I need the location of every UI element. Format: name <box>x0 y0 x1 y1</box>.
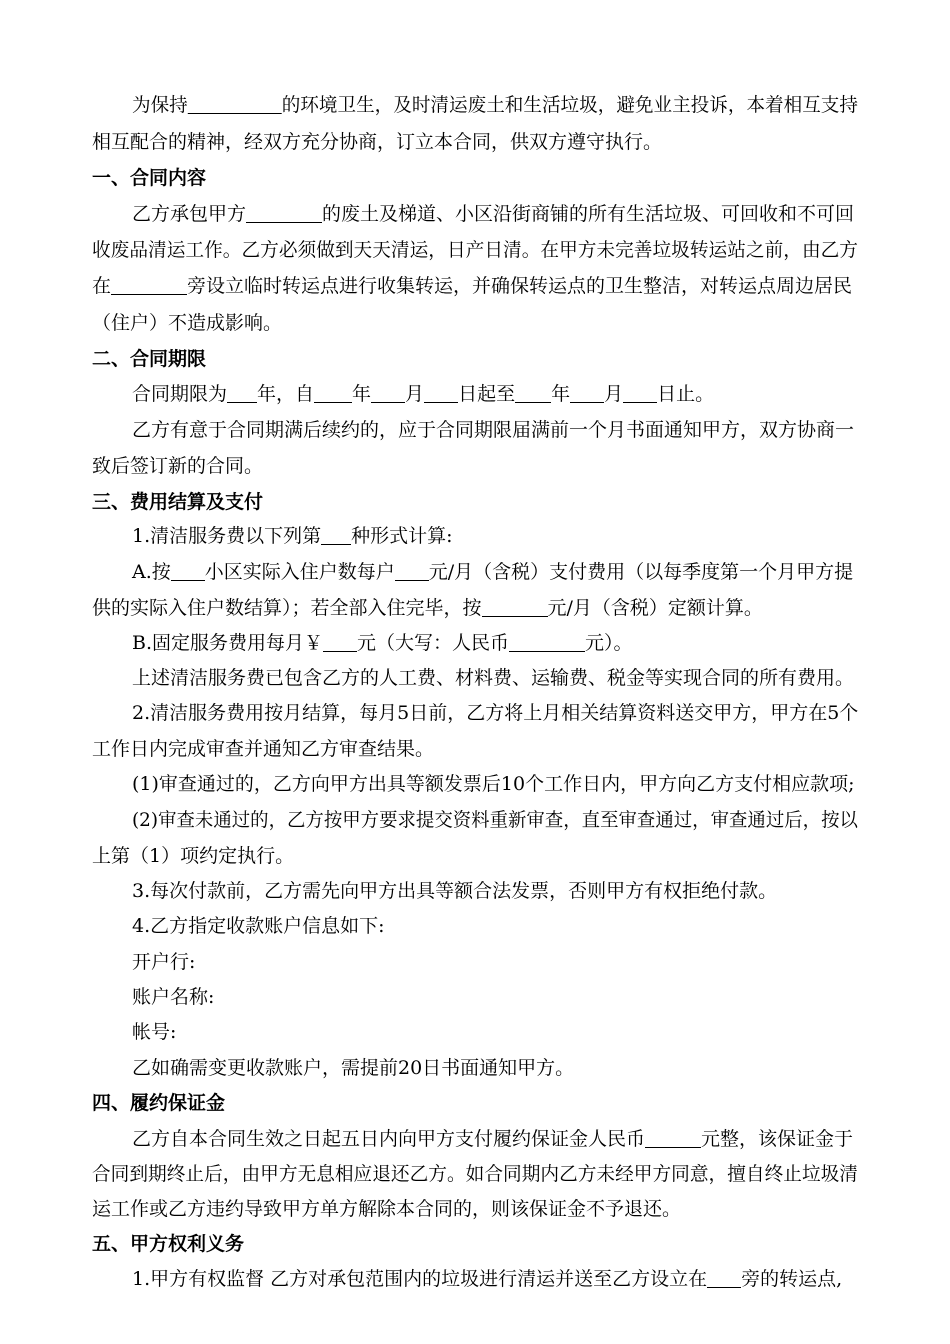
section4-line-1 <box>132 1127 853 1151</box>
section-heading-4: 四、履约保证金 <box>92 1092 226 1114</box>
blank-field[interactable] <box>371 384 405 403</box>
section-heading-5: 五、甲方权利义务 <box>92 1233 245 1255</box>
section3-item-1 <box>132 524 453 548</box>
blank-field[interactable] <box>111 276 187 295</box>
preamble-text: 的环境卫生，及时清运废土和生活垃圾，避免业主投诉，本着相互支持 <box>281 94 859 116</box>
bank-label: 开户行: <box>132 951 196 973</box>
clause-text: 合同期限为 <box>132 383 228 405</box>
section3-option-a-line-2 <box>92 596 763 620</box>
section1-line-3 <box>92 274 852 298</box>
account-number-label: 帐号: <box>132 1021 177 1043</box>
blank-field[interactable] <box>321 526 351 545</box>
blank-field[interactable] <box>246 204 322 223</box>
clause-text: 种形式计算: <box>351 525 453 547</box>
clause-text: 月 <box>604 383 624 405</box>
clause-text: 小区实际入住户数每户 <box>204 561 395 583</box>
clause-text: 元）。 <box>585 632 633 654</box>
section1-line-4: （住户）不造成影响。 <box>92 312 283 334</box>
blank-field[interactable] <box>515 384 551 403</box>
clause-text: 1.甲方有权监督 乙方对承包范围内的垃圾进行清运并送至乙方设立在 <box>132 1268 708 1290</box>
blank-field[interactable] <box>424 384 458 403</box>
section3-item-3: 3.每次付款前，乙方需先向甲方出具等额合法发票，否则甲方有权拒绝付款。 <box>132 880 778 902</box>
section3-option-a-line-1 <box>132 560 853 584</box>
section-heading-2: 二、合同期限 <box>92 348 207 370</box>
blank-field[interactable] <box>227 384 257 403</box>
clause-text: A.按 <box>132 561 171 583</box>
clause-text: 月 <box>405 383 425 405</box>
clause-text: 旁设立临时转运点进行收集转运，并确保转运点的卫生整洁，对转运点周边居民 <box>187 275 853 297</box>
section1-line-1 <box>132 202 854 226</box>
section3-item-2-sub-2-cont: 上第（1）项约定执行。 <box>92 845 295 867</box>
clause-text: 日起至 <box>458 383 516 405</box>
clause-text: 元/月（含税）定额计算。 <box>547 597 763 619</box>
clause-text: 元/月（含税）支付费用（以每季度第一个月甲方提 <box>428 561 854 583</box>
section2-line-1 <box>132 382 714 406</box>
clause-text: 日止。 <box>657 383 715 405</box>
section3-item-2-line-2: 工作日内完成审查并通知乙方审查结果。 <box>92 738 435 760</box>
section3-item-2-sub-2: (2)审查未通过的，乙方按甲方要求提交资料重新审查，直至审查通过，审查通过后，按以 <box>132 809 858 831</box>
clause-text: 乙方自本合同生效之日起五日内向甲方支付履约保证金人民币 <box>132 1128 646 1150</box>
clause-text: 1.清洁服务费以下列第 <box>132 525 322 547</box>
account-name-label: 账户名称: <box>132 986 215 1008</box>
blank-field[interactable] <box>323 633 357 652</box>
section3-option-b <box>132 631 633 655</box>
section2-line-3: 致后签订新的合同。 <box>92 455 264 477</box>
section4-line-2: 合同到期终止后，由甲方无息相应退还乙方。如合同期内乙方未经甲方同意，擅自终止垃圾清 <box>92 1163 859 1185</box>
section3-item-2-line-1: 2.清洁服务费用按月结算，每月5日前，乙方将上月相关结算资料送交甲方，甲方在5个 <box>132 702 859 724</box>
clause-text: 的废土及梯道、小区沿街商铺的所有生活垃圾、可回收和不可回 <box>322 203 855 225</box>
clause-text: 年 <box>352 383 372 405</box>
clause-text: 在 <box>92 275 112 297</box>
clause-text: 元整，该保证金于 <box>701 1128 854 1150</box>
section-heading-1: 一、合同内容 <box>92 167 207 189</box>
preamble-text: 相互配合的精神，经双方充分协商，订立本合同，供双方遵守执行。 <box>92 131 663 153</box>
clause-text: 年，自 <box>257 383 315 405</box>
section3-item-2-sub-1: (1)审查通过的，乙方向甲方出具等额发票后10个工作日内，甲方向乙方支付相应款项; <box>132 773 855 795</box>
account-change-note: 乙如确需变更收款账户，需提前20日书面通知甲方。 <box>132 1057 575 1079</box>
blank-field[interactable] <box>570 384 604 403</box>
section3-item-4: 4.乙方指定收款账户信息如下: <box>132 915 385 937</box>
preamble-line-2 <box>92 130 662 154</box>
preamble-line-1 <box>132 93 858 117</box>
blank-field[interactable] <box>509 633 585 652</box>
section-heading-3: 三、费用结算及支付 <box>92 491 264 513</box>
blank-field[interactable] <box>395 562 429 581</box>
clause-text: 旁的转运点, <box>741 1268 843 1290</box>
preamble-text: 为保持 <box>132 94 188 116</box>
blank-field[interactable] <box>707 1269 741 1288</box>
section2-line-2: 乙方有意于合同期满后续约的，应于合同期限届满前一个月书面通知甲方，双方协商一 <box>132 419 855 441</box>
clause-text: B.固定服务费用每月￥ <box>132 632 324 654</box>
section1-line-2: 收废品清运工作。乙方必须做到天天清运，日产日清。在甲方未完善垃圾转运站之前，由乙方 <box>92 239 859 261</box>
clause-text: 元（大写：人民币 <box>357 632 510 654</box>
clause-text: 乙方承包甲方 <box>132 203 247 225</box>
section4-line-3: 运工作或乙方违约导致甲方单方解除本合同的，则该保证金不予退还。 <box>92 1198 682 1220</box>
blank-field[interactable] <box>188 95 282 114</box>
blank-field[interactable] <box>314 384 352 403</box>
section3-fee-note: 上述清洁服务费已包含乙方的人工费、材料费、运输费、税金等实现合同的所有费用。 <box>132 667 855 689</box>
clause-text: 年 <box>551 383 571 405</box>
blank-field[interactable] <box>645 1129 701 1148</box>
blank-field[interactable] <box>482 598 548 617</box>
blank-field[interactable] <box>171 562 205 581</box>
section5-line-1 <box>132 1267 842 1291</box>
blank-field[interactable] <box>623 384 657 403</box>
clause-text: 供的实际入住户数结算）；若全部入住完毕，按 <box>92 597 482 619</box>
